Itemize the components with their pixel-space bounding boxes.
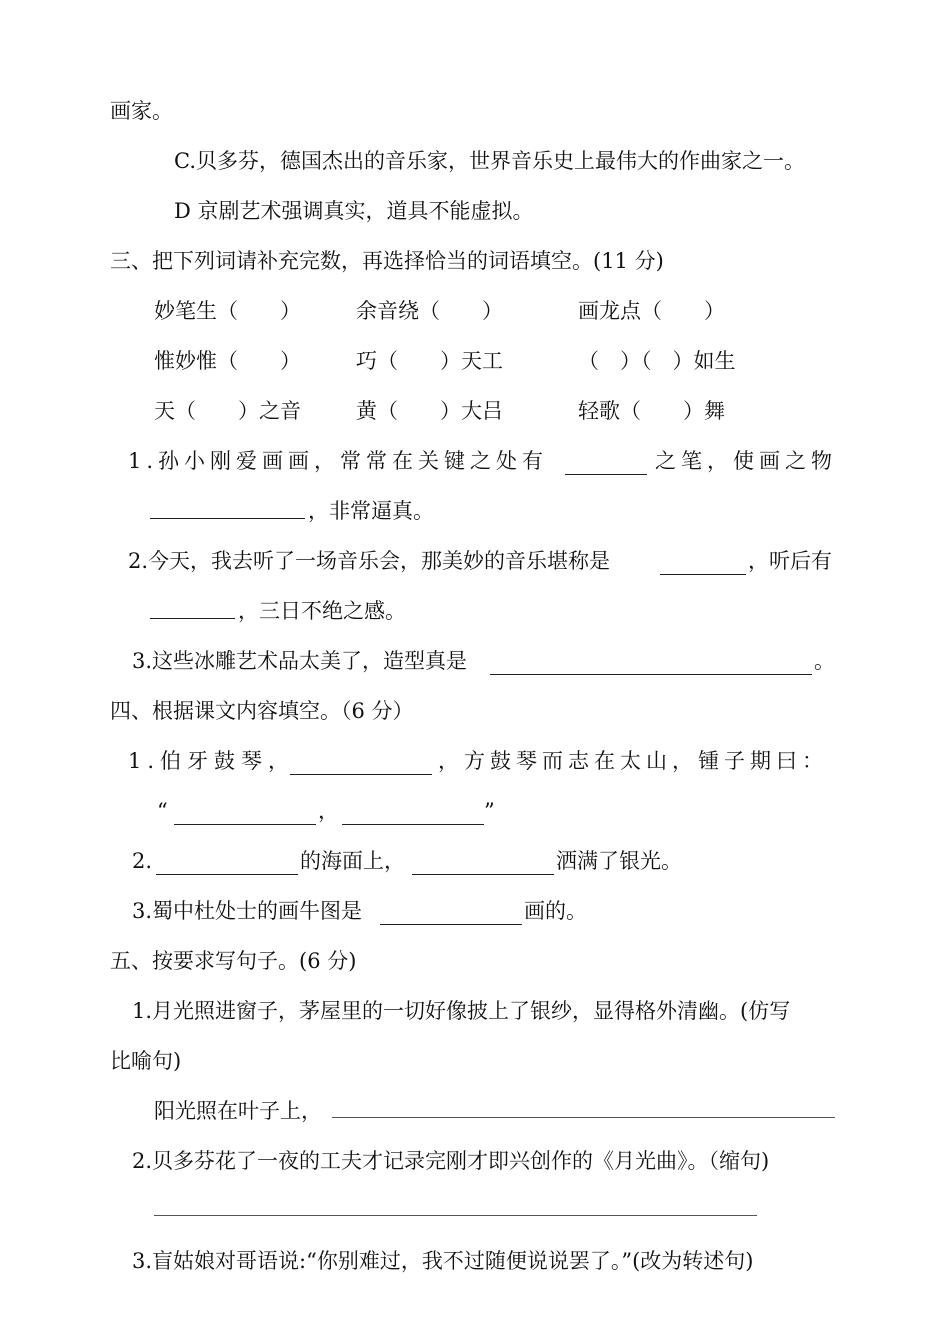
idiom-2: 余音绕（ ） xyxy=(356,299,503,323)
idiom-4: 惟妙惟（ ） xyxy=(154,349,301,373)
s4-q3-blank[interactable] xyxy=(380,902,522,925)
s3-q3-text-b: 。 xyxy=(814,649,835,673)
s5-q2-answer-line[interactable] xyxy=(154,1215,757,1216)
idiom-7: 天（ ）之音 xyxy=(154,399,301,423)
idiom-3: 画龙点（ ） xyxy=(578,299,725,323)
idiom-5: 巧（ ）天工 xyxy=(356,349,503,373)
s3-q1-blank-2[interactable] xyxy=(150,496,305,519)
s3-q2-text-c: ，三日不绝之感。 xyxy=(238,599,406,623)
s4-q2-text-c: 洒满了银光。 xyxy=(556,849,682,873)
option-b-continuation: 画家。 xyxy=(110,99,173,123)
s3-q2-text-a: 2.今天，我去听了一场音乐会，那美妙的音乐堪称是 xyxy=(128,549,611,573)
s3-q1-text-b: 之笔，使画之物 xyxy=(655,449,837,473)
section-5-title: 五、按要求写句子。(6 分) xyxy=(110,949,357,973)
s3-q2-blank-2[interactable] xyxy=(150,596,235,619)
s4-q1-blank-1[interactable] xyxy=(290,752,432,775)
idiom-1: 妙笔生（ ） xyxy=(154,299,301,323)
s4-q1-comma: ， xyxy=(318,799,339,823)
s3-q2-blank-1[interactable] xyxy=(660,552,746,575)
s4-q2-text-b: 的海面上， xyxy=(300,849,405,873)
idiom-6: （ ）（ ）如生 xyxy=(578,349,736,373)
s3-q1-blank-1[interactable] xyxy=(565,452,647,475)
section-3-title: 三、把下列词请补充完数，再选择恰当的词语填空。(11 分) xyxy=(110,249,664,273)
s4-q1-blank-2[interactable] xyxy=(174,802,316,825)
s3-q3-text-a: 3.这些冰雕艺术品太美了，造型真是 xyxy=(132,649,468,673)
s4-q1-close-quote: ” xyxy=(484,799,495,823)
s4-q2-number: 2. xyxy=(132,849,153,873)
s5-q2-text: 2.贝多芬花了一夜的工夫才记录完刚才即兴创作的《月光曲》。（缩句) xyxy=(132,1149,770,1173)
s3-q3-blank[interactable] xyxy=(490,652,812,675)
s4-q3-text-b: 画的。 xyxy=(524,899,587,923)
s4-q1-text-a: 1.伯牙鼓琴， xyxy=(128,749,296,773)
s5-q3-text: 3.盲姑娘对哥语说:“你别难过，我不过随便说说罢了。”(改为转述句) xyxy=(132,1249,754,1273)
s4-q1-blank-3[interactable] xyxy=(342,802,484,825)
option-c: C.贝多芬，德国杰出的音乐家，世界音乐史上最伟大的作曲家之一。 xyxy=(174,149,805,173)
s3-q1-text-a: 1.孙小刚爱画画，常常在关键之处有 xyxy=(128,449,549,473)
option-d: D 京剧艺术强调真实，道具不能虚拟。 xyxy=(174,199,534,223)
s5-q1-text-cont: 比喻句) xyxy=(110,1049,182,1073)
s5-q1-prompt: 阳光照在叶子上， xyxy=(154,1099,322,1123)
s3-q1-text-c: ，非常逼真。 xyxy=(308,499,434,523)
s4-q2-blank-2[interactable] xyxy=(412,852,554,875)
s4-q3-text-a: 3.蜀中杜处士的画牛图是 xyxy=(132,899,363,923)
s4-q1-text-b: ，方鼓琴而志在太山，锺子期曰： xyxy=(438,749,828,773)
s4-q2-blank-1[interactable] xyxy=(156,852,298,875)
s5-q1-text: 1.月光照进窗子，茅屋里的一切好像披上了银纱，显得格外清幽。(仿写 xyxy=(132,999,791,1023)
s5-q1-answer-line[interactable] xyxy=(332,1117,835,1118)
s4-q1-open-quote: “ xyxy=(157,799,168,823)
idiom-9: 轻歌（ ）舞 xyxy=(578,399,725,423)
s3-q2-text-b: ，听后有 xyxy=(748,549,832,573)
section-4-title: 四、根据课文内容填空。（6 分） xyxy=(110,699,414,723)
idiom-8: 黄（ ）大吕 xyxy=(356,399,503,423)
